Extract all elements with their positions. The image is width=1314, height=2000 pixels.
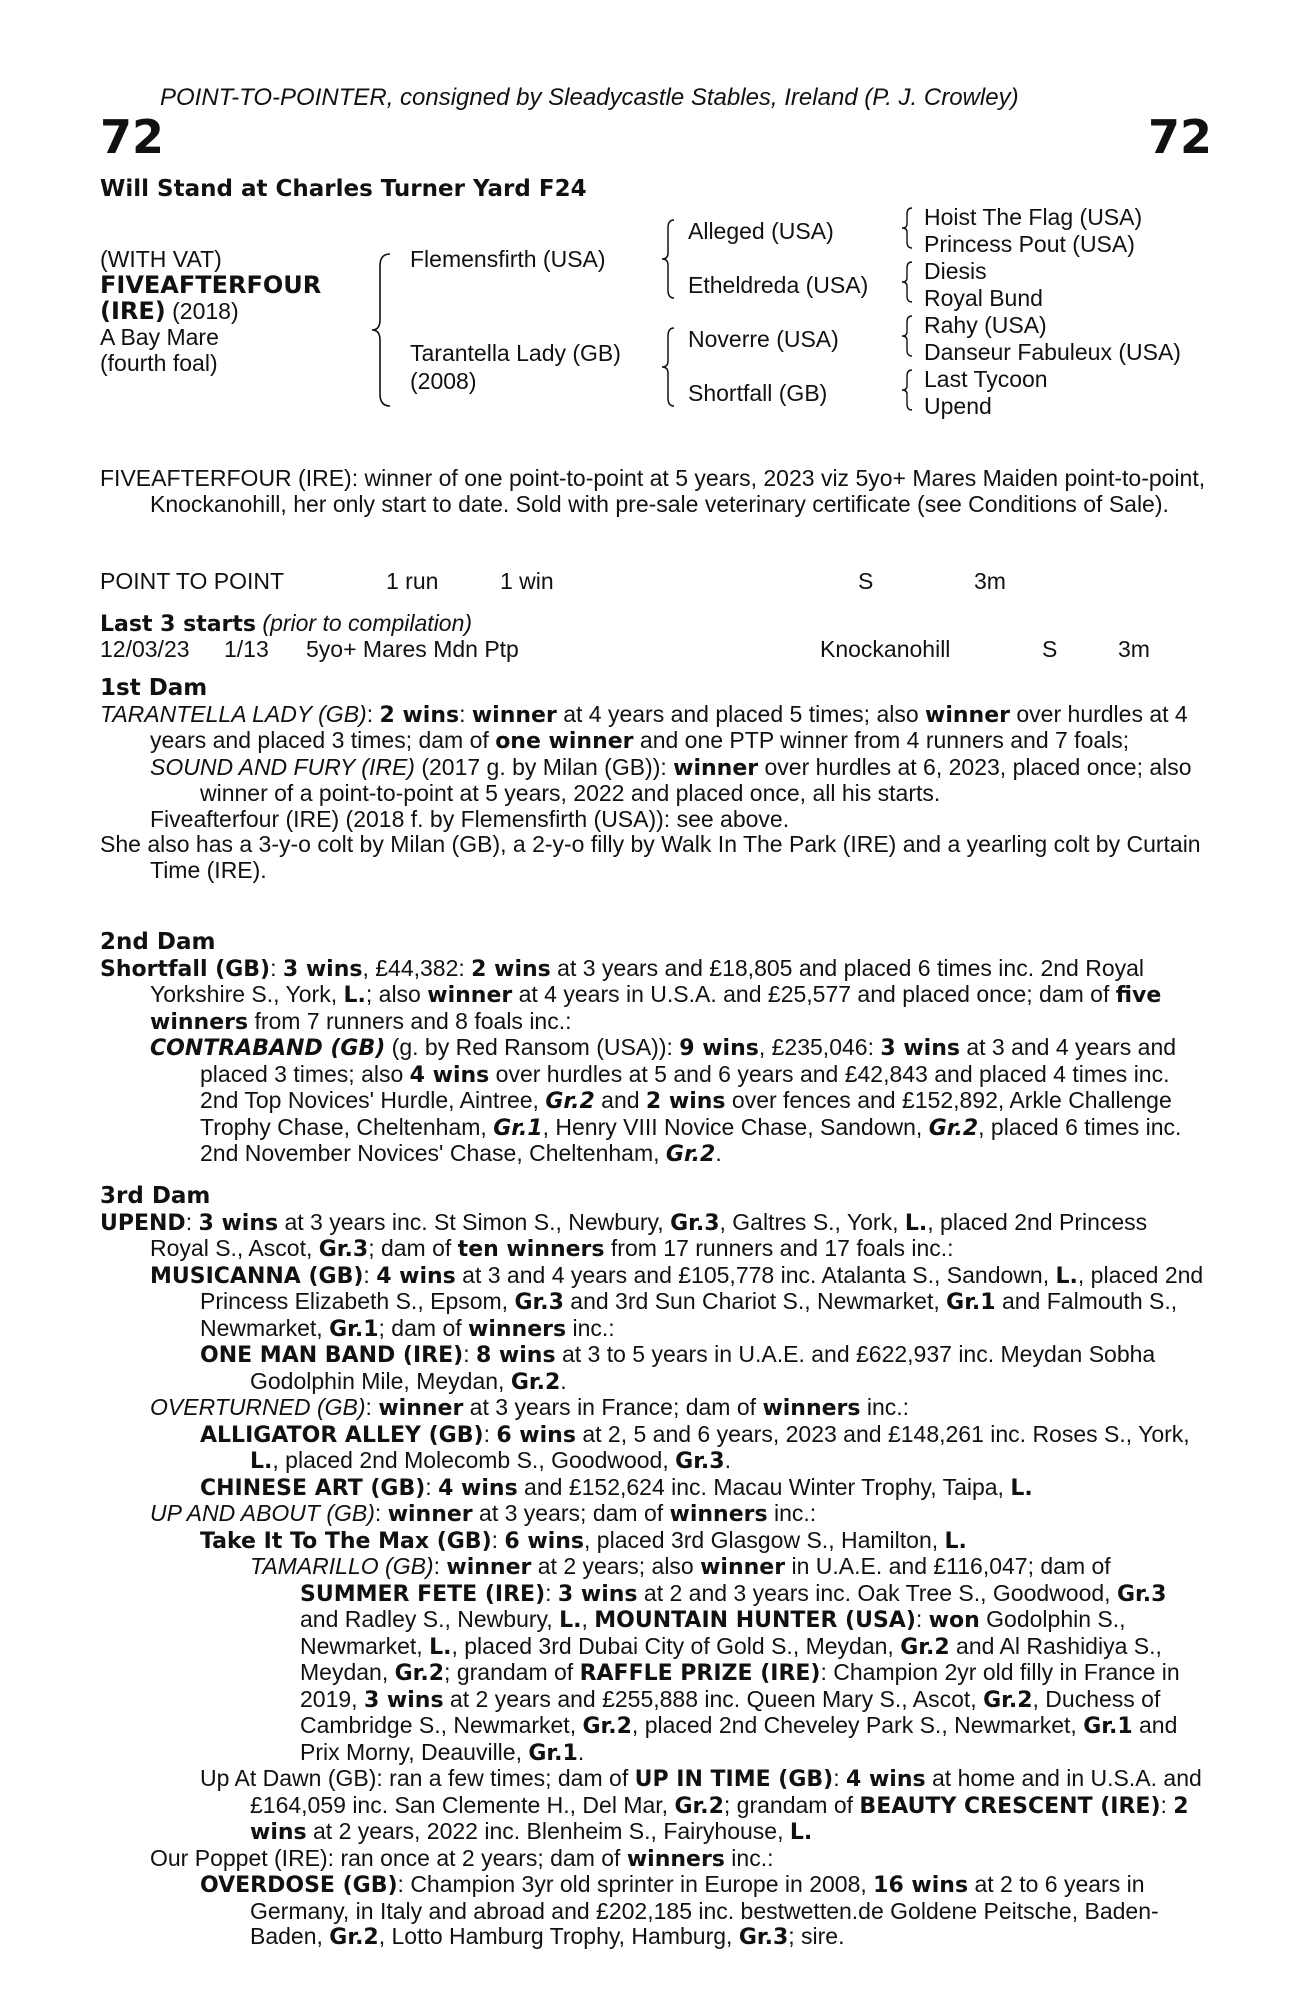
produce-contraband: CONTRABAND (GB) (g. by Red Ransom (USA)): 9 wins, £235,046: 3 wins at 3 and 4 years and placed 3 times; also 4 wins over hurdles at 5 and 6 years and £42,843 and placed 4 times inc. 2nd Top Novices' Hurdle, Aintree, Gr.2 and 2 wins over fences and £152,892, Arkle Challenge Trophy Chase, Cheltenham, Gr.1, Henry VIII Novice Chase, Sandown, Gr.2, placed 6 times inc. 2nd November Novices' Chase, Cheltenham, Gr.2. — [150, 1034, 1182, 1167]
pedigree-brace-g4 — [900, 368, 914, 412]
last-starts-title: Last 3 starts — [100, 612, 257, 637]
record-distance: 3m — [974, 568, 1006, 594]
summary-text: FIVEAFTERFOUR (IRE): winner of one point-to-point at 5 years, 2023 viz 5yo+ Mares Maiden point-to-point, Knockanohill, her only start to date. Sold with pre-sale veterinary certificate (see Conditions of Sale). — [100, 465, 1206, 517]
horse-description: A Bay Mare — [100, 324, 219, 350]
third-dam-heading: 3rd Dam — [100, 1183, 211, 1209]
produce-tamarillo: TAMARILLO (GB): winner at 2 years; also winner in U.A.E. and £116,047; dam of SUMMER FETE (IRE): 3 wins at 2 and 3 years inc. Oak Tree S., Goodwood, Gr.3 and Radley S., Newbury, L., MOUNTAIN HUNTER (USA): won Godolphin S., Newmarket, L., placed 3rd Dubai City of Gold S., Meydan, Gr.2 and Al Rashidiya S., Meydan, Gr.2; grandam of RAFFLE PRIZE (IRE): Champion 2yr old filly in France in 2019, 3 wins at 2 years and £255,888 inc. Queen Mary S., Ascot, Gr.2, Duchess of Cambridge S., Newmarket, Gr.2, placed 2nd Cheveley Park S., Newmarket, Gr.1 and Prix Morny, Deauville, Gr.1. — [250, 1553, 1180, 1766]
foal-sound-and-fury: SOUND AND FURY (IRE) (2017 g. by Milan (GB)): winner over hurdles at 6, 2023, placed once; also winner of a point-to-point at 5 years, 2022 and placed once, all his starts. — [150, 753, 1192, 806]
sire-dam: Etheldreda (USA) — [688, 272, 869, 298]
second-dam-section — [100, 930, 1210, 1168]
produce-alligator-alley: ALLIGATOR ALLEY (GB): 6 wins at 2, 5 and 6 years, 2023 and £148,261 inc. Roses S., York, L., placed 2nd Molecomb S., Goodwood, Gr.3. — [200, 1420, 1190, 1474]
sire-sire: Alleged (USA) — [688, 218, 834, 244]
grandparent-4: Royal Bund — [924, 285, 1043, 311]
record-runs: 1 run — [386, 568, 439, 594]
dam-dam: Shortfall (GB) — [688, 380, 828, 406]
pedigree-brace-sire — [660, 218, 676, 300]
produce-overdose: OVERDOSE (GB): Champion 3yr old sprinter in Europe in 2008, 16 wins at 2 to 6 years in Germany, in Italy and abroad and £202,185 inc. bestwetten.de Goldene Peitsche, Baden-Baden, Gr.2, Lotto Hamburg Trophy, Hamburg, Gr.3; sire. — [200, 1871, 1159, 1950]
start-position: 1/13 — [224, 636, 269, 662]
stand-location: Will Stand at Charles Turner Yard F24 — [100, 176, 587, 202]
start-course: Knockanohill — [820, 636, 951, 662]
second-dam-entry: Shortfall (GB): 3 wins, £44,382: 2 wins at 3 years and £18,805 and placed 6 times inc. 2nd Royal Yorkshire S., York, L.; also winner at 4 years in U.S.A. and £25,577 and placed once; dam of five winners from 7 runners and 8 foals inc.: — [100, 954, 1162, 1035]
produce-one-man-band: ONE MAN BAND (IRE): 8 wins at 3 to 5 years in U.A.E. and £622,937 inc. Meydan Sobha Godolphin Mile, Meydan, Gr.2. — [200, 1341, 1156, 1395]
lot-number-right: 72 — [1148, 110, 1213, 164]
pedigree-brace-dam — [660, 326, 676, 408]
start-going: S — [1042, 636, 1058, 662]
sire: Flemensfirth (USA) — [410, 246, 606, 272]
start-race: 5yo+ Mares Mdn Ptp — [306, 636, 519, 662]
consignment-header: POINT-TO-POINTER, consigned by Sleadycastle Stables, Ireland (P. J. Crowley) — [160, 84, 1019, 111]
dam: Tarantella Lady (GB) — [410, 340, 621, 366]
second-dam-heading: 2nd Dam — [100, 929, 216, 955]
dam-sire: Noverre (USA) — [688, 326, 839, 352]
start-date: 12/03/23 — [100, 636, 190, 662]
first-dam-entry: TARANTELLA LADY (GB): 2 wins: winner at 4 years and placed 5 times; also winner over hurdles at 4 years and placed 3 times; dam of one winner and one PTP winner from 4 runners and 7 foals; — [100, 700, 1188, 754]
last-starts-note: (prior to compilation) — [262, 610, 473, 636]
produce-overturned: OVERTURNED (GB): winner at 3 years in France; dam of winners inc.: — [150, 1394, 910, 1421]
pedigree-brace-main — [370, 252, 392, 408]
record-wins: 1 win — [500, 568, 554, 594]
third-dam-section — [100, 1184, 1210, 1951]
produce-up-at-dawn: Up At Dawn (GB): ran a few times; dam of UP IN TIME (GB): 4 wins at home and in U.S.A. and £164,059 inc. San Clemente H., Del Mar, Gr.2; grandam of BEAUTY CRESCENT (IRE): 2 wins at 2 years, 2022 inc. Blenheim S., Fairyhouse, L. — [200, 1765, 1202, 1845]
horse-summary — [100, 466, 1210, 517]
third-dam-entry: UPEND: 3 wins at 3 years inc. St Simon S., Newbury, Gr.3, Galtres S., York, L., placed 2nd Princess Royal S., Ascot, Gr.3; dam of ten winners from 17 runners and 17 foals inc.: — [100, 1208, 1148, 1262]
grandparent-7: Last Tycoon — [924, 366, 1048, 392]
pedigree-brace-g3 — [900, 314, 914, 358]
first-dam-heading: 1st Dam — [100, 675, 208, 701]
foal-fiveafterfour: Fiveafterfour (IRE) (2018 f. by Flemensfirth (USA)): see above. — [150, 805, 790, 832]
produce-chinese-art: CHINESE ART (GB): 4 wins and £152,624 inc. Macau Winter Trophy, Taipa, L. — [200, 1473, 1033, 1501]
grandparent-6: Danseur Fabuleux (USA) — [924, 339, 1181, 365]
horse-origin: (IRE) — [100, 297, 166, 325]
record-label: POINT TO POINT — [100, 568, 285, 594]
last-starts-heading — [100, 610, 472, 637]
record-going: S — [858, 568, 874, 594]
grandparent-3: Diesis — [924, 258, 987, 284]
produce-up-and-about: UP AND ABOUT (GB): winner at 3 years; dam of winners inc.: — [150, 1500, 817, 1527]
produce-take-it-to-the-max: Take It To The Max (GB): 6 wins, placed 3rd Glasgow S., Hamilton, L. — [200, 1526, 967, 1554]
grandparent-8: Upend — [924, 393, 992, 419]
produce-our-poppet: Our Poppet (IRE): ran once at 2 years; dam of winners inc.: — [150, 1844, 774, 1872]
vat-note: (WITH VAT) — [100, 246, 222, 272]
horse-name: FIVEAFTERFOUR — [100, 271, 322, 299]
horse-year: (2018) — [172, 298, 239, 324]
lot-number-left: 72 — [100, 110, 165, 164]
pedigree-brace-g1 — [900, 206, 914, 250]
produce-musicanna: MUSICANNA (GB): 4 wins at 3 and 4 years and £105,778 inc. Atalanta S., Sandown, L., placed 2nd Princess Elizabeth S., Epsom, Gr.3 and 3rd Sun Chariot S., Newmarket, Gr.1 and Falmouth S., Newmarket, Gr.1; dam of winners inc.: — [150, 1261, 1204, 1342]
start-distance: 3m — [1118, 636, 1150, 662]
grandparent-2: Princess Pout (USA) — [924, 231, 1135, 257]
grandparent-5: Rahy (USA) — [924, 312, 1047, 338]
grandparent-1: Hoist The Flag (USA) — [924, 204, 1143, 230]
first-dam-section — [100, 676, 1210, 883]
first-dam-also: She also has a 3-y-o colt by Milan (GB), a 2-y-o filly by Walk In The Park (IRE) and a yearling colt by Curtain Time (IRE). — [100, 831, 1201, 883]
foal-number: (fourth foal) — [100, 350, 218, 376]
pedigree-brace-g2 — [900, 260, 914, 304]
horse-details — [100, 246, 321, 376]
dam-year: (2008) — [410, 368, 477, 394]
